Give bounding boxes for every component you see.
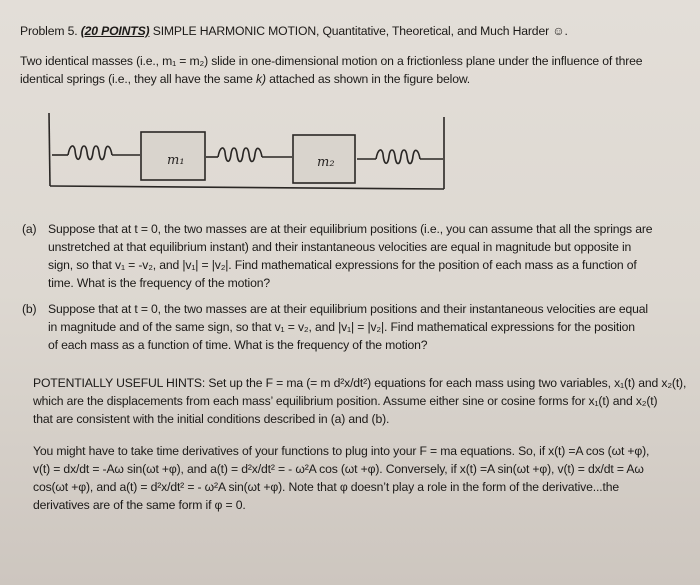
mass-1-label: m₁ [167, 153, 185, 168]
part-a-label: (a) [22, 222, 37, 236]
hints-line: which are the displacements from each mass’ equilibrium position. Assume either sine or cosine forms for x₁(t) and x₂(t) [33, 394, 658, 408]
intro-line-2: identical springs (i.e., they all have the same k) attached as shown in the figure below. [20, 72, 471, 86]
part-b-line: of each mass as a function of time. What is the frequency of the motion? [48, 338, 428, 352]
part-a-line: unstretched at that equilibrium instant) and their instantaneous velocities are equal in magnitude but opposite in [48, 240, 632, 254]
derivatives-line: v(t) = dx/dt = -Aω sin(ωt +φ), and a(t) = d²x/dt² = - ω²A cos (ωt +φ). Conversely, if x(t) =A sin(ωt +φ), v(t) = dx/dt = Aω [33, 462, 644, 476]
smiley-icon: ☺. [552, 24, 568, 38]
derivatives-line: You might have to take time derivatives of your functions to plug into your F = ma equations. So, if x(t) =A cos (ωt +φ), [33, 444, 650, 458]
problem-heading [20, 22, 568, 40]
spring-left-icon [52, 146, 140, 160]
left-wall [49, 113, 50, 186]
spring-constant-k: k) [256, 72, 266, 86]
part-b-line: Suppose that at t = 0, the two masses are at their equilibrium positions and their instantaneous velocities are equal [48, 302, 648, 316]
problem-points: (20 POINTS) [80, 24, 150, 38]
hints-line: POTENTIALLY USEFUL HINTS: Set up the F = ma (= m d²x/dt²) equations for each mass using two variables, x₁(t) and x₂(t), [33, 376, 687, 390]
floor [50, 186, 444, 189]
part-a-line: time. What is the frequency of the motion? [48, 276, 270, 290]
part-a-line: sign, so that v₁ = -v₂, and |v₁| = |v₂|. Find mathematical expressions for the position of each mass as a function of [48, 258, 637, 272]
spring-middle-icon [206, 148, 292, 162]
hints-line: that are consistent with the initial conditions described in (a) and (b). [33, 412, 390, 426]
intro-line-1: Two identical masses (i.e., m₁ = m₂) slide in one-dimensional motion on a frictionless plane under the influence of three [20, 54, 643, 68]
spring-mass-diagram [40, 100, 460, 200]
problem-title: SIMPLE HARMONIC MOTION, Quantitative, Theoretical, and Much Harder [152, 24, 549, 38]
part-b-line: in magnitude and of the same sign, so that v₁ = v₂, and |v₁| = |v₂|. Find mathematical expressions for the position [48, 320, 635, 334]
spring-right-icon [357, 150, 443, 164]
derivatives-line: derivatives are of the same form if φ = 0. [33, 498, 246, 512]
part-a-line: Suppose that at t = 0, the two masses are at their equilibrium positions (i.e., you can assume that all the springs are [48, 222, 653, 236]
mass-2-label: m₂ [317, 155, 335, 170]
part-b-label: (b) [22, 302, 37, 316]
problem-number: Problem 5. [20, 24, 78, 38]
derivatives-line: cos(ωt +φ), and a(t) = d²x/dt² = - ω²A sin(ωt +φ). Note that φ doesn’t play a role in the form of the derivative...the [33, 480, 619, 494]
